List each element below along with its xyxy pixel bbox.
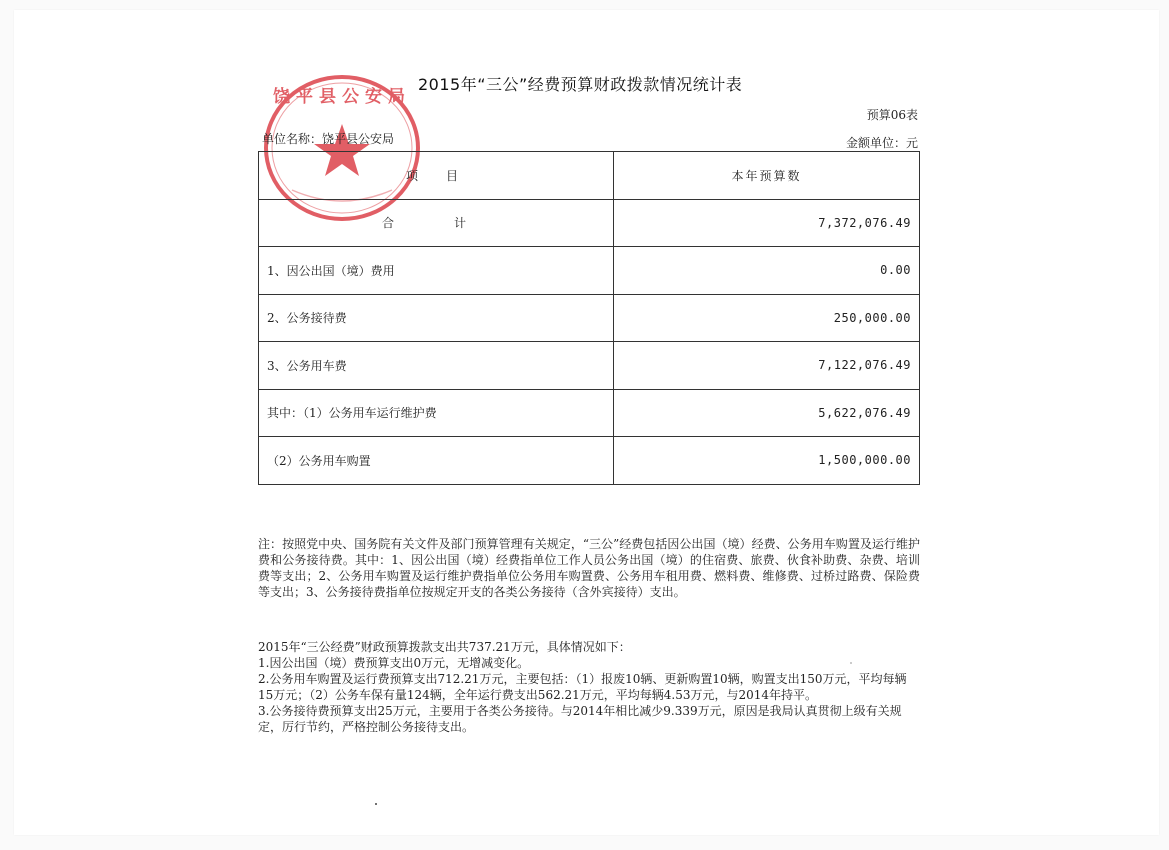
summary-item: 3.公务接待费预算支出25万元，主要用于各类公务接待。与2014年相比减少9.339万元，原因是我局认真贯彻上级有关规定，厉行节约，严格控制公务接待支出。 (258, 704, 902, 734)
document-title: 2015年“三公”经费预算财政拨款情况统计表 (418, 75, 743, 94)
table-row (259, 199, 920, 247)
row-label: 2、公务接待费 (259, 294, 614, 342)
unit-name: 单位名称：饶平县公安局 (262, 132, 395, 146)
summary-item: 2.公务用车购置及运行费预算支出712.21万元，主要包括：（1）报废10辆、更新购置10辆，购置支出150万元，平均每辆15万元；（2）公务车保有量124辆，全年运行费支出562.21万元，平均每辆4.53万元，与2014年持平。 (258, 672, 907, 702)
table-row (259, 342, 920, 390)
row-label: （2）公务用车购置 (259, 437, 614, 485)
footnote: 注：按照党中央、国务院有关文件及部门预算管理有关规定，“三公”经费包括因公出国（境）经费、公务用车购置及运行维护费和公务接待费。其中：1、因公出国（境）经费指单位工作人员公务出国（境）的住宿费、旅费、伙食补助费、杂费、培训费等支出；2、公务用车购置及运行维护费指单位公务用车购置费、公务用车租用费、燃料费、维修费、过桥过路费、保险费等支出；3、公务接待费指单位按规定开支的各类公务接待（含外宾接待）支出。 (258, 537, 920, 599)
table-row (259, 247, 920, 295)
row-label: 1、因公出国（境）费用 (259, 247, 614, 295)
table-header-row (259, 152, 920, 200)
row-label: 其中：（1）公务用车运行维护费 (259, 389, 614, 437)
budget-table (258, 151, 920, 485)
row-amount: 7,372,076.49 (614, 199, 920, 247)
svg-text:饶平县公安局: 饶平县公安局 (273, 87, 411, 107)
table-row (259, 437, 920, 485)
row-label: 合 计 (259, 199, 614, 247)
summary-item: 1.因公出国（境）费预算支出0万元，无增减变化。 (258, 656, 530, 670)
header-amount: 本年预算数 (614, 152, 920, 200)
table-row (259, 389, 920, 437)
row-amount: 0.00 (614, 247, 920, 295)
scan-speck (375, 803, 377, 805)
money-unit: 金额单位：元 (845, 136, 918, 150)
scan-speck (850, 662, 852, 664)
budget-summary (258, 639, 920, 735)
row-amount: 5,622,076.49 (614, 389, 920, 437)
row-amount: 250,000.00 (614, 294, 920, 342)
header-item: 项 目 (259, 152, 614, 200)
row-amount: 7,122,076.49 (614, 342, 920, 390)
summary-intro: 2015年“三公经费”财政预算拨款支出共737.21万元，具体情况如下： (258, 640, 631, 654)
form-number: 预算06表 (866, 108, 918, 122)
row-amount: 1,500,000.00 (614, 437, 920, 485)
table-row (259, 294, 920, 342)
row-label: 3、公务用车费 (259, 342, 614, 390)
